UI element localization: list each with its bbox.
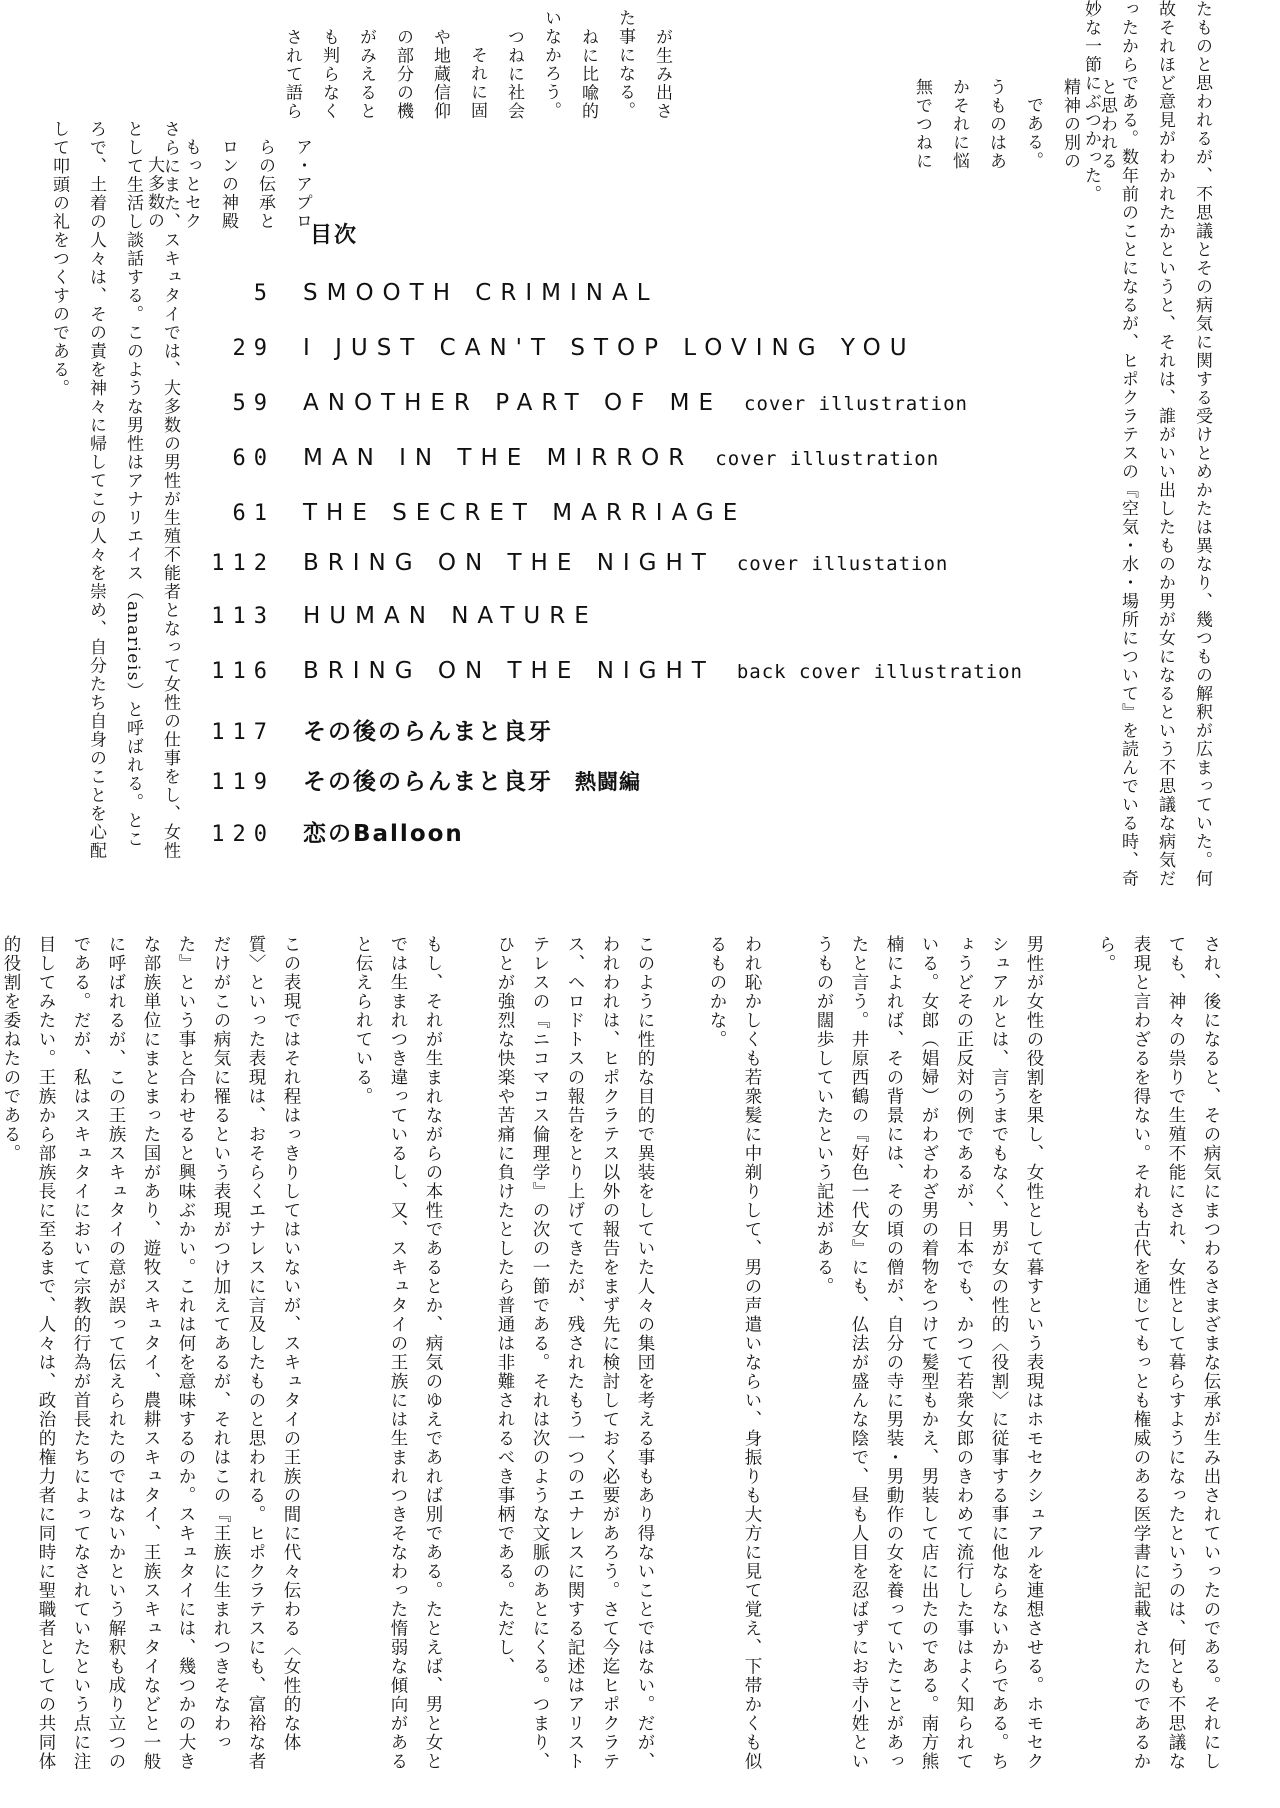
toc-entry [195,658,1023,684]
toc-page-number: 117 [211,720,275,745]
toc-page-number: 113 [211,604,275,629]
toc-entry [195,763,641,796]
fragment-line: もっとセク [181,137,201,230]
toc-title: ANOTHER PART OF ME [303,390,723,416]
fragment-line: がみえると [356,27,376,120]
toc-page-number: 5 [253,281,275,306]
toc-title: I JUST CAN'T STOP LOVING YOU [303,335,916,361]
paragraph: このように性的な目的で異装をしていた人々の集団を考える事もあり得ないことではない。だが、われわれは、ヒポクラテス以外の報告をまず先に検討しておく必要があろう。さて今迄ヒポクラテス、ヘロドトスの報告をとり上げてきたが、残されたもう一つのエナレスに関する記述はアリストテレスの『ニコマコス倫理学』の次の一節である。それは次のような文脈のあとにくる。つまり、ひとが強烈な快楽や苦痛に負けたとしたら普通は非難されるべき事柄である。ただし、 [495,935,655,1771]
fragment-line: 無でつねに [912,77,932,170]
toc-entry [195,390,968,416]
paragraph: され、後になると、その病気にまつわるさまざまな伝承が生み出されていったのである。それにしても、神々の祟りで生殖不能にされ、女性として暮らすようになったというのは、何とも不思議な表現と言わざるを得ない。それも古代を通じてもっとも権威のある医学書に記載されたのであるから。 [1096,935,1221,1771]
quote-paragraph: われ恥かしくも若衆髪に中剃りして、男の声遣いならい、身振りも大方に見て覚え、下帯かくも似るものかな。 [707,935,762,1771]
fragment-line: と思われる [1097,77,1117,170]
fragment-line: た事になる。 [615,9,635,120]
toc-page-number: 61 [232,501,275,526]
toc-entry [195,713,553,746]
fragment-line: かそれに悩 [949,77,969,170]
toc-page-number: 60 [232,446,275,471]
right-text-column [1070,0,1220,900]
toc-entry [195,603,598,629]
toc-title: HUMAN NATURE [303,603,598,629]
fragment-line: らの伝承と [255,137,275,230]
toc-title: MAN IN THE MIRROR [303,445,694,471]
toc-entry [195,550,948,576]
toc-note: cover illustration [715,448,940,470]
fragment-line: それに固 [467,46,487,120]
fragment-line: ねに比喩的 [578,27,598,120]
toc-note: cover illustration [744,393,968,415]
toc-page-number: 59 [232,391,275,416]
toc-heading: 目次 [310,223,359,248]
left-text-column [49,120,188,860]
fragment-line: されて語ら [282,27,302,120]
bottom-text-block [1,935,1228,1780]
toc-page-number: 112 [211,551,275,576]
toc-title: BRING ON THE NIGHT [303,658,715,684]
top-middle-fragment [282,0,680,120]
toc-title: SMOOTH CRIMINAL [303,280,659,306]
paragraph: この表現ではそれ程はっきりしてはいないが、スキュタイの王族の間に代々伝わる〈女性的な体質〉といった表現は、おそらくエナレスに言及したものと思われる。ヒポクラテスにも、富裕な者だけがこの病気に罹るという表現がつけ加えてあるが、それはこの『王族に生まれつきそなわった』という事と合わせると興味ぶかい。これは何を意味するのか。スキュタイには、幾つかの大きな部族単位にまとまった国があり、遊牧スキュタイ、農耕スキュタイ、王族スキュタイなどと一般に呼ばれるが、この王族スキュタイの意が誤って伝えられたのではないかという解釈も成り立つのである。だが、私はスキュタイにおいて宗教的行為が首長たちによってなされていたという点に注目してみたい。王族から部族長に至るまで、人々は、政治的権力者に同時に聖職者としての共同体的役割を委ねたのである。 [1,935,301,1771]
toc-title: その後のらんまと良牙 [303,769,553,795]
toc-title: THE SECRET MARRIAGE [303,500,747,526]
toc-page-number: 29 [232,336,275,361]
toc-title: その後のらんまと良牙 [303,719,553,745]
fragment-line: ロンの神殿 [218,137,238,230]
paragraph: たものと思われるが、不思議とその病気に関する受けとめかたは異なり、幾つもの解釈が広まっていた。何故それほど意見がわかれたかというと、それは、誰がいい出したものか男が女になるという不思議な病気だったからである。数年前のことになるが、ヒポクラテスの『空気・水・場所について』を読んでいる時、奇妙な一節にぶつかった。 [1081,0,1212,888]
toc-entry [195,445,939,471]
toc-entry [195,280,659,306]
toc-page-number: 120 [211,822,275,847]
toc-page-number: 119 [211,770,275,795]
paragraph: さらにまた、スキュタイでは、大多数の男性が生殖不能者となって女性の仕事をし、女性として生活し談話する。このような男性はアナリエイス（anarieis）と呼ばれる。ところで、土着の人々は、その責を神々に帰してこの人々を崇め、自分たち自身のことを心配して叩頭の礼をつくすのである。 [49,120,180,860]
fragment-line: 精神の別の [1060,77,1080,170]
toc-title: 恋のBalloon [303,821,464,847]
fragment-line: が生み出さ [652,27,672,120]
toc-entry [195,335,916,361]
fragment-line: 大多数の [144,156,164,230]
fragment-line: ア・アプロ [292,137,312,230]
paragraph: 男性が女性の役割を果し、女性として暮すという表現はホモセクシュアルを連想させる。ホモセクシュアルとは、言うまでもなく、男が女の性的〈役割〉に従事する事に他ならないからである。ちょうどその正反対の例であるが、日本でも、かつて若衆女郎のきわめて流行した事はよく知られている。女郎（娼婦）がわざわざ男の着物をつけて髪型もかえ、男装して店に出たのである。南方熊楠によれば、その背景には、その頃の僧が、自分の寺に男装・男動作の女を養っていたことがあったと言う。井原西鶴の『好色一代女』にも、仏法が盛んな陰で、昼も人目を忍ばずにお寺小姓というものが闊歩していたという記述がある。 [814,935,1044,1771]
fragment-line: や地蔵信仰 [430,27,450,120]
toc-entry [195,500,746,526]
toc-title: BRING ON THE NIGHT [303,550,715,576]
toc-note: 熱闘編 [575,770,641,794]
toc-note: cover illustation [736,553,949,575]
fragment-line: いなかろう。 [541,9,561,120]
toc-entry [195,815,464,848]
quote-paragraph: もし、それが生まれながらの本性であるとか、病気のゆえであれば別である。たとえば、男と女とでは生まれつき違っているし、又、スキュタイの王族には生まれつきそなわった惰弱な傾向があると伝えられている。 [353,935,443,1771]
fragment-line: うものはあ [986,77,1006,170]
fragment-line: も判らなく [319,27,339,120]
toc-note: back cover illustration [736,661,1023,683]
fragment-line: の部分の機 [393,27,413,120]
fragment-line: つねに社会 [504,27,524,120]
toc-page-number: 116 [211,659,275,684]
fragment-line: である。 [1023,96,1043,170]
